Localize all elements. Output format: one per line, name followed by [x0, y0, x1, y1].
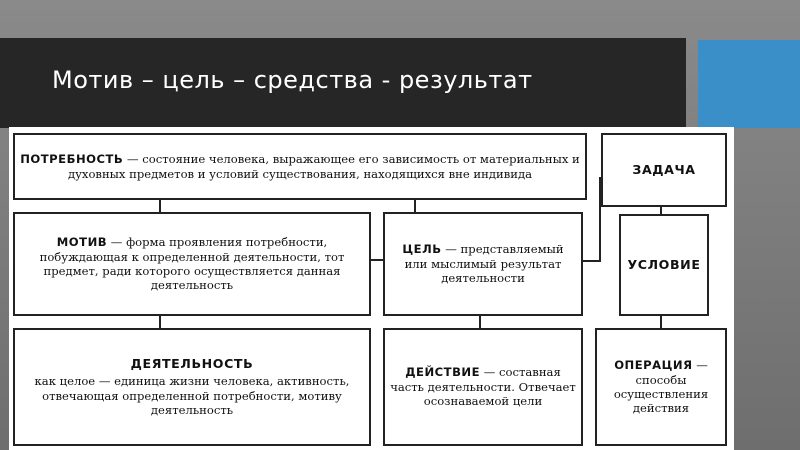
- motive-text: — форма проявления потребности, побуждающая к определенной деятельности, тот предмет, ради которого осуществляется данная деятельность: [39, 235, 345, 293]
- goal-box: [383, 212, 583, 316]
- activity-term: ДЕЯТЕЛЬНОСТЬ: [130, 355, 254, 371]
- connector-need-motive: [159, 200, 161, 212]
- connector-need-goal: [414, 200, 416, 212]
- motive-box: [13, 212, 371, 316]
- action-text: — составная часть деятельности. Отвечает осознаваемой цели: [390, 365, 576, 409]
- activity-text: как целое — единица жизни человека, активность, отвечающая определенной потребности, мотиву деятельность: [34, 374, 350, 417]
- connector-motive-activity: [159, 316, 161, 328]
- need-term: ПОТРЕБНОСТЬ: [20, 152, 124, 167]
- need-text: — состояние человека, выражающее его зависимость от материальных и духовных предметов и условий существования, находящихся вне индивида: [67, 152, 580, 181]
- motive-term: МОТИВ: [56, 235, 108, 250]
- diagram: [9, 127, 734, 450]
- task-term: ЗАДАЧА: [632, 161, 696, 177]
- task-box: [601, 133, 727, 207]
- operation-term: ОПЕРАЦИЯ: [614, 358, 693, 373]
- connector-motive-goal: [371, 259, 383, 261]
- goal-text: — представляемый или мыслимый результат деятельности: [404, 242, 564, 286]
- slide-title: Мотив – цель – средства - результат: [52, 66, 533, 94]
- condition-box: [619, 214, 709, 316]
- action-term: ДЕЙСТВИЕ: [405, 365, 481, 380]
- accent-block: [698, 40, 800, 128]
- connector-condition-operation: [660, 316, 662, 328]
- connector-goal-action: [479, 316, 481, 328]
- goal-term: ЦЕЛЬ: [402, 242, 442, 257]
- operation-text: — способы осуществления действия: [613, 358, 709, 416]
- activity-box: [13, 328, 371, 446]
- connector-task-condition: [660, 207, 662, 214]
- operation-box: [595, 328, 727, 446]
- action-box: [383, 328, 583, 446]
- need-box: [13, 133, 587, 200]
- condition-term: УСЛОВИЕ: [627, 256, 701, 272]
